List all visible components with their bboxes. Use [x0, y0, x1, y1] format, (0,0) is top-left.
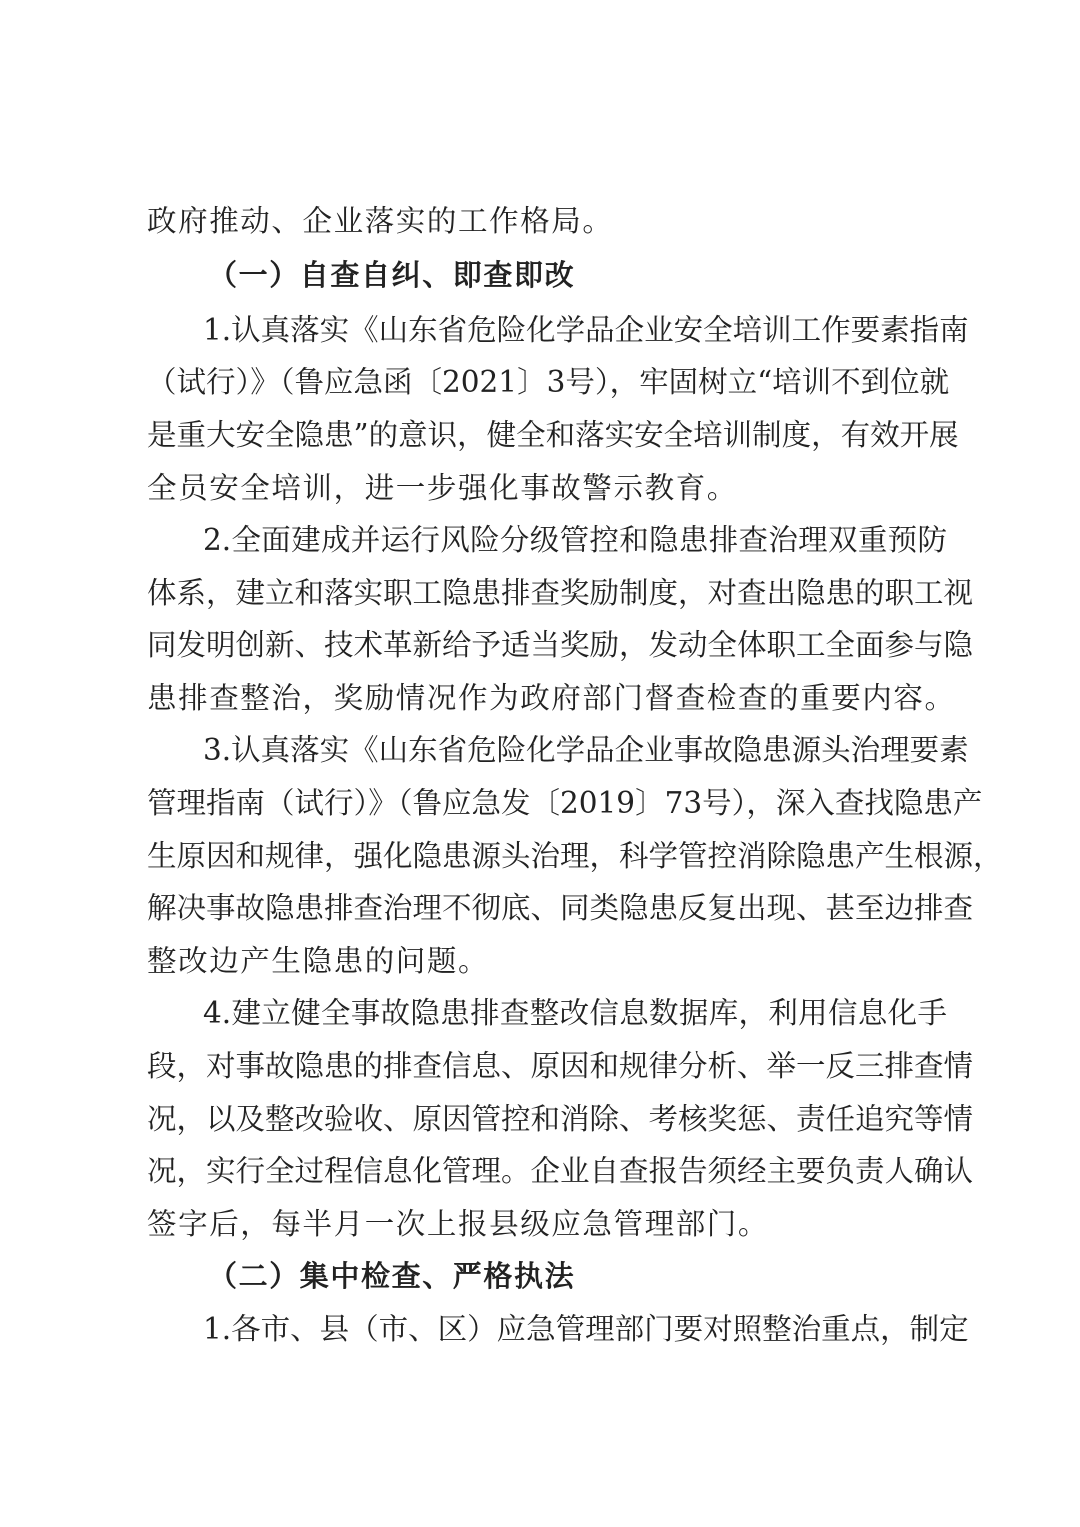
text-line: 政府推动、企业落实的工作格局。	[147, 204, 614, 238]
paragraph-first-line: 4.建立健全事故隐患排查整改信息数据库，利用信息化手	[203, 996, 947, 1030]
paragraph-first-line: 1.认真落实《山东省危险化学品企业安全培训工作要素指南	[203, 313, 969, 347]
text-line: 段，对事故隐患的排查信息、原因和规律分析、举一反三排查情	[147, 1049, 974, 1083]
paragraph-first-line: 3.认真落实《山东省危险化学品企业事故隐患源头治理要素	[203, 733, 969, 767]
text-line: 整改边产生隐患的问题。	[147, 944, 490, 978]
section-heading: （二）集中检查、严格执法	[208, 1259, 576, 1293]
text-line: 全员安全培训，进一步强化事故警示教育。	[147, 471, 738, 505]
text-line: 况，实行全过程信息化管理。企业自查报告须经主要负责人确认	[147, 1154, 974, 1188]
text-line: 况，以及整改验收、原因管控和消除、考核奖惩、责任追究等情	[147, 1102, 974, 1136]
text-line: 管理指南（试行）》（鲁应急发〔2019〕73号），深入查找隐患产	[147, 786, 983, 820]
text-line: 是重大安全隐患”的意识，健全和落实安全培训制度，有效开展	[147, 418, 959, 452]
text-line: （试行）》（鲁应急函〔2021〕3号），牢固树立“培训不到位就	[147, 365, 950, 399]
paragraph-first-line: 2.全面建成并运行风险分级管控和隐患排查治理双重预防	[203, 523, 947, 557]
section-heading: （一）自查自纠、即查即改	[208, 258, 576, 292]
text-line: 患排查整治，奖励情况作为政府部门督查检查的重要内容。	[147, 681, 956, 715]
text-line: 签字后，每半月一次上报县级应急管理部门。	[147, 1207, 770, 1241]
paragraph-first-line: 1.各市、县（市、区）应急管理部门要对照整治重点，制定	[203, 1312, 969, 1346]
text-line: 生原因和规律，强化隐患源头治理，科学管控消除隐患产生根源，	[147, 839, 1003, 873]
text-line: 体系，建立和落实职工隐患排查奖励制度，对查出隐患的职工视	[147, 576, 974, 610]
text-line: 解决事故隐患排查治理不彻底、同类隐患反复出现、甚至边排查	[147, 891, 974, 925]
text-line: 同发明创新、技术革新给予适当奖励，发动全体职工全面参与隐	[147, 628, 974, 662]
